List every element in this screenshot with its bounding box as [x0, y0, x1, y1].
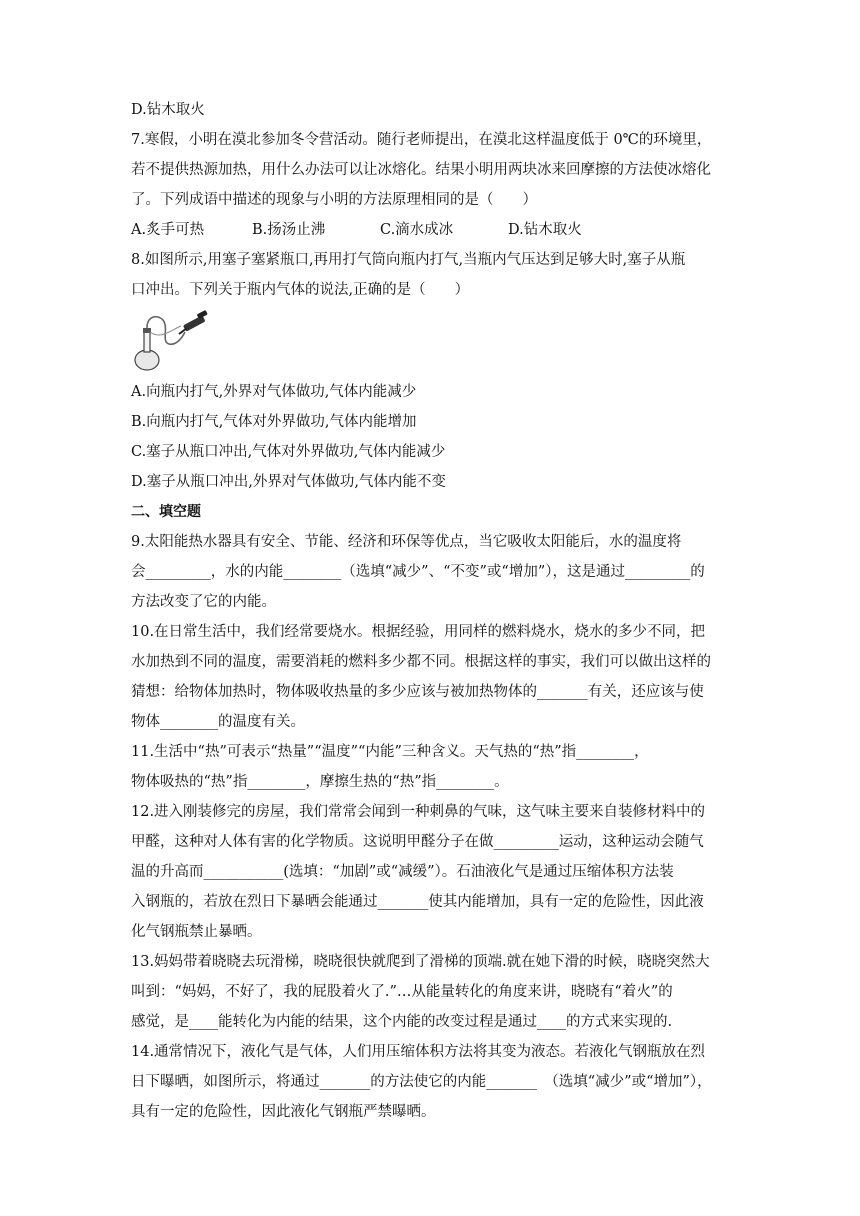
q12-line-1: 12.进入刚装修完的房屋，我们常常会闻到一种刺鼻的气味，这气味主要来自装修材料中的: [131, 804, 706, 820]
q10-line-1: 10.在日常生活中，我们经常要烧水。根据经验，用同样的燃料烧水，烧水的多少不同，把: [131, 624, 706, 640]
q9-line-2: 会_________，水的内能________（选填“减少”、“不变”或“增加”），这是通过_________的: [131, 564, 705, 580]
flask-pump-figure: [131, 310, 211, 372]
question-12: [131, 802, 731, 942]
q7-line-1: 7.寒假，小明在漠北参加冬令营活动。随行老师提出，在漠北这样温度低于 0℃的环境里，: [131, 132, 712, 148]
q7-option-c: C.滴水成冰: [380, 222, 454, 238]
q7-line-2: 若不提供热源加热，用什么办法可以让冰熔化。结果小明用两块冰来回摩擦的方法使冰熔化: [131, 162, 711, 178]
q13-line-2: 叫到：“妈妈，不好了，我的屁股着火了.”…从能量转化的角度来讲，晓晓有“着火”的: [131, 984, 673, 1000]
q14-line-2: 日下曝晒，如图所示，将通过_______的方法使它的内能_______ （选填“减少”或“增加”），: [131, 1074, 712, 1090]
q8-option-a: A.向瓶内打气,外界对气体做功,气体内能减少: [131, 384, 417, 400]
q8-option-c: C.塞子从瓶口冲出,气体对外界做功,气体内能减少: [131, 444, 446, 460]
q9-line-3: 方法改变了它的内能。: [131, 594, 276, 610]
question-9: [131, 532, 731, 612]
q7-option-b: B.扬汤止沸: [252, 222, 326, 238]
q9-line-1: 9.太阳能热水器具有安全、节能、经济和环保等优点，当它吸收太阳能后，水的温度将: [131, 534, 682, 550]
q10-line-3: 猜想：给物体加热时，物体吸收热量的多少应该与被加热物体的_______有关，还应该与使: [131, 684, 704, 700]
question-7: [131, 130, 731, 240]
q10-line-2: 水加热到不同的温度，需要消耗的燃料多少都不同。根据这样的事实，我们可以做出这样的: [131, 654, 711, 670]
q11-line-1: 11.生活中“热”可表示“热量”“温度”“内能”三种含义。天气热的“热”指________，: [131, 744, 649, 760]
q6-option-d: D.钻木取火: [131, 102, 205, 118]
question-10: [131, 622, 731, 732]
q8-option-d: D.塞子从瓶口冲出,外界对气体做功,气体内能不变: [131, 474, 446, 490]
q13-line-3: 感觉，是____能转化为内能的结果，这个内能的改变过程是通过____的方式来实现的.: [131, 1014, 673, 1030]
q8-line-2: 口冲出。下列关于瓶内气体的说法,正确的是（ ）: [131, 282, 470, 298]
section-heading-fill-in: 二、填空题: [131, 504, 201, 520]
q7-line-3: 了。下列成语中描述的现象与小明的方法原理相同的是（ ）: [131, 192, 537, 208]
q7-option-a: A.炙手可热: [131, 222, 205, 238]
question-13: [131, 952, 731, 1032]
q13-line-1: 13.妈妈带着晓晓去玩滑梯，晓晓很快就爬到了滑梯的顶端.就在她下滑的时候，晓晓突然大: [131, 954, 710, 970]
q7-option-d: D.钻木取火: [508, 222, 582, 238]
q7-options: [131, 220, 731, 240]
question-11: [131, 742, 731, 792]
q12-line-4: 入钢瓶的，若放在烈日下暴晒会能通过_______使其内能增加，具有一定的危险性，因此液: [131, 894, 704, 910]
q12-line-3: 温的升高而___________(选填：“加剧”或“减缓”）。石油液化气是通过压缩体积方法装: [131, 864, 674, 880]
q11-line-2: 物体吸热的“热”指________，摩擦生热的“热”指________。: [131, 774, 509, 790]
question-14: [131, 1042, 731, 1122]
q14-line-1: 14.通常情况下，液化气是气体，人们用压缩体积方法将其变为液态。若液化气钢瓶放在烈: [131, 1044, 706, 1060]
question-8: [131, 250, 731, 492]
q12-line-5: 化气钢瓶禁止暴晒。: [131, 924, 262, 940]
q12-line-2: 甲醛，这种对人体有害的化学物质。这说明甲醛分子在做_________运动，这种运动会随气: [131, 834, 704, 850]
q8-option-b: B.向瓶内打气,气体对外界做功,气体内能增加: [131, 414, 417, 430]
q14-line-3: 具有一定的危险性，因此液化气钢瓶严禁曝晒。: [131, 1104, 436, 1120]
q8-line-1: 8.如图所示,用塞子塞紧瓶口,再用打气筒向瓶内打气,当瓶内气压达到足够大时,塞子从瓶: [131, 252, 686, 268]
q10-line-4: 物体________的温度有关。: [131, 714, 305, 730]
worksheet-page: [131, 100, 731, 1132]
